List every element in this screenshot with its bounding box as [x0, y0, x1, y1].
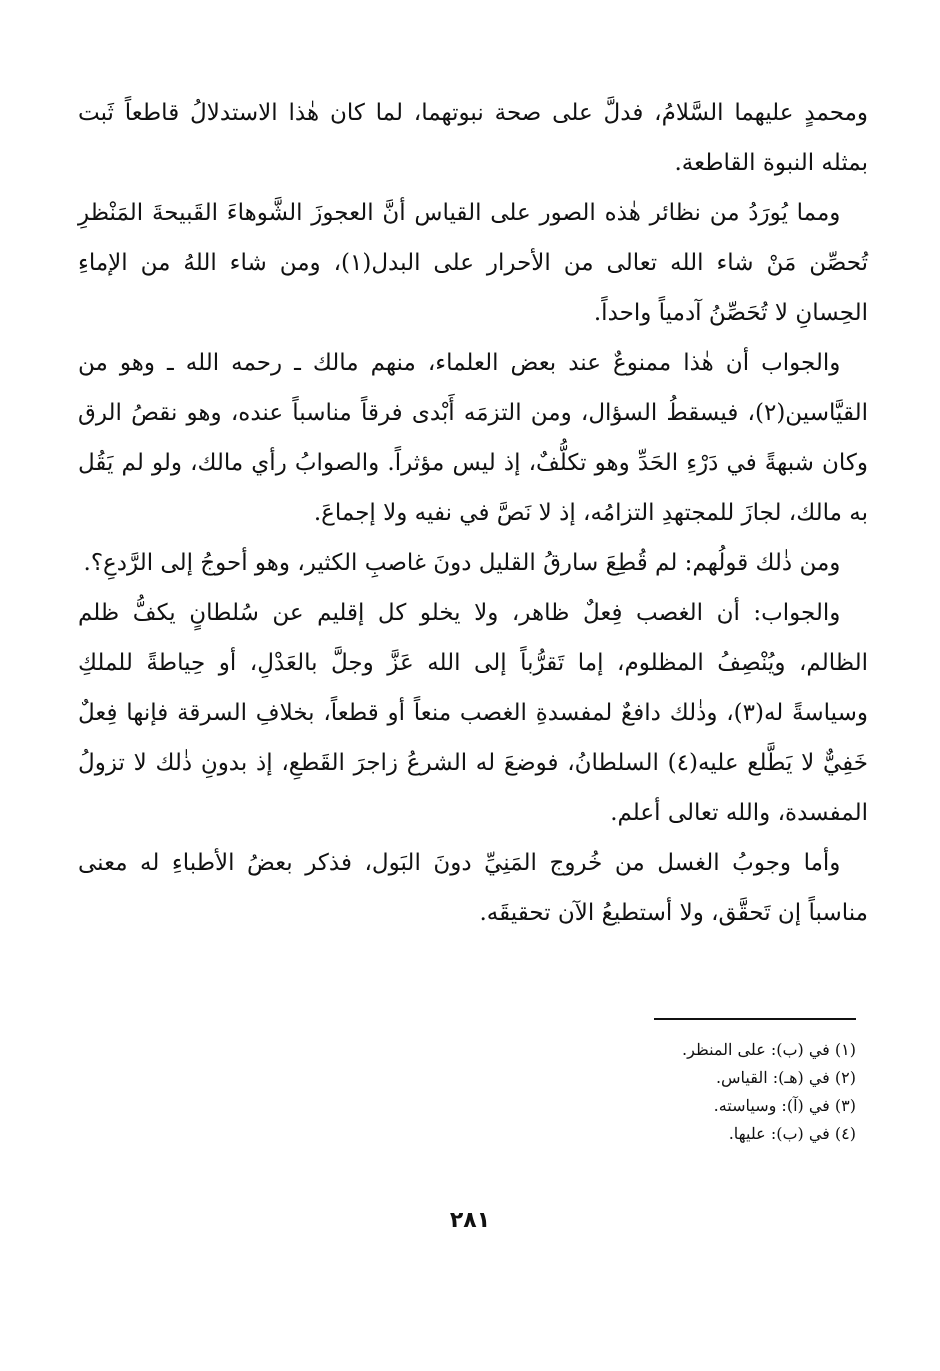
footnotes: [456, 1036, 856, 1148]
paragraph-6: وأما وجوبُ الغسل من خُروج المَنِيِّ دونَ البَول، فذكر بعضُ الأطباءِ له معنى مناسباً إن تَحقَّق، ولا أستطيعُ الآن تحقيقَه.: [78, 850, 868, 926]
footnote-1: (١) في (ب): على المنظر.: [682, 1040, 856, 1059]
paragraph-2: ومما يُورَدُ من نظائر هٰذه الصور على القياس أنَّ العجوزَ الشَّوهاءَ القَبيحةَ المَنْظرِ تُحصِّن مَنْ شاء الله تعالى من الأحرار على البدل(١)، ومن شاء اللهُ من الإماءِ الحِسانِ لا تُحَصِّنُ آدمياً واحداً.: [78, 200, 868, 326]
footnote-4: (٤) في (ب): عليها.: [728, 1124, 856, 1143]
paragraph-4: ومن ذٰلك قولُهم: لم قُطِعَ سارقُ القليل دونَ غاصبِ الكثير، وهو أحوجُ إلى الرَّدعِ؟.: [83, 550, 841, 576]
page-number: ٢٨١: [449, 1208, 491, 1233]
paragraph-3: والجواب أن هٰذا ممنوعٌ عند بعض العلماء، منهم مالك ـ رحمه الله ـ وهو من القيَّاسين(٢)، فيسقطُ السؤال، ومن التزمَه أَبْدى فرقاً مناسباً عنده، وهو نقصُ الرق وكان شبهةً في دَرْءِ الحَدِّ وهو تكلُّفٌ، إذ ليس مؤثراً. والصوابُ رأي مالك، ولو لم يَقُل به مالك، لجازَ للمجتهدِ التزامُه، إذ لا نَصَّ في نفيه ولا إجماعَ.: [78, 350, 868, 526]
paragraph-1: ومحمدٍ عليهما السَّلامُ، فدلَّ على صحة نبوتهما، لما كان هٰذا الاستدلالُ قاطعاً ثَبت بمثله النبوة القاطعة.: [78, 100, 868, 176]
footnote-separator: [654, 1018, 856, 1020]
paragraph-5: والجواب: أن الغصب فِعلٌ ظاهر، ولا يخلو كل إقليم عن سُلطانٍ يكفُّ ظلم الظالم، ويُنْصِفُ المظلوم، إما تَقرُّباً إلى الله عَزَّ وجلَّ بالعَدْلِ، أو حِياطةً للملكِ وسياسةً له(٣)، وذٰلك دافعٌ لمفسدةِ الغصب منعاً أو قطعاً، بخلافِ السرقة فإنها فِعلٌ خَفِيٌّ لا يَطَّلع عليه(٤) السلطانُ، فوضعَ له الشرعُ زاجرَ القَطعِ، إذ بدونِ ذٰلك لا تزولُ المفسدة، والله تعالى أعلم.: [78, 600, 868, 826]
footnote-3: (٣) في (آ): وسياسته.: [713, 1096, 856, 1115]
main-text: [78, 88, 868, 938]
footnote-2: (٢) في (هـ): القياس.: [715, 1068, 856, 1087]
